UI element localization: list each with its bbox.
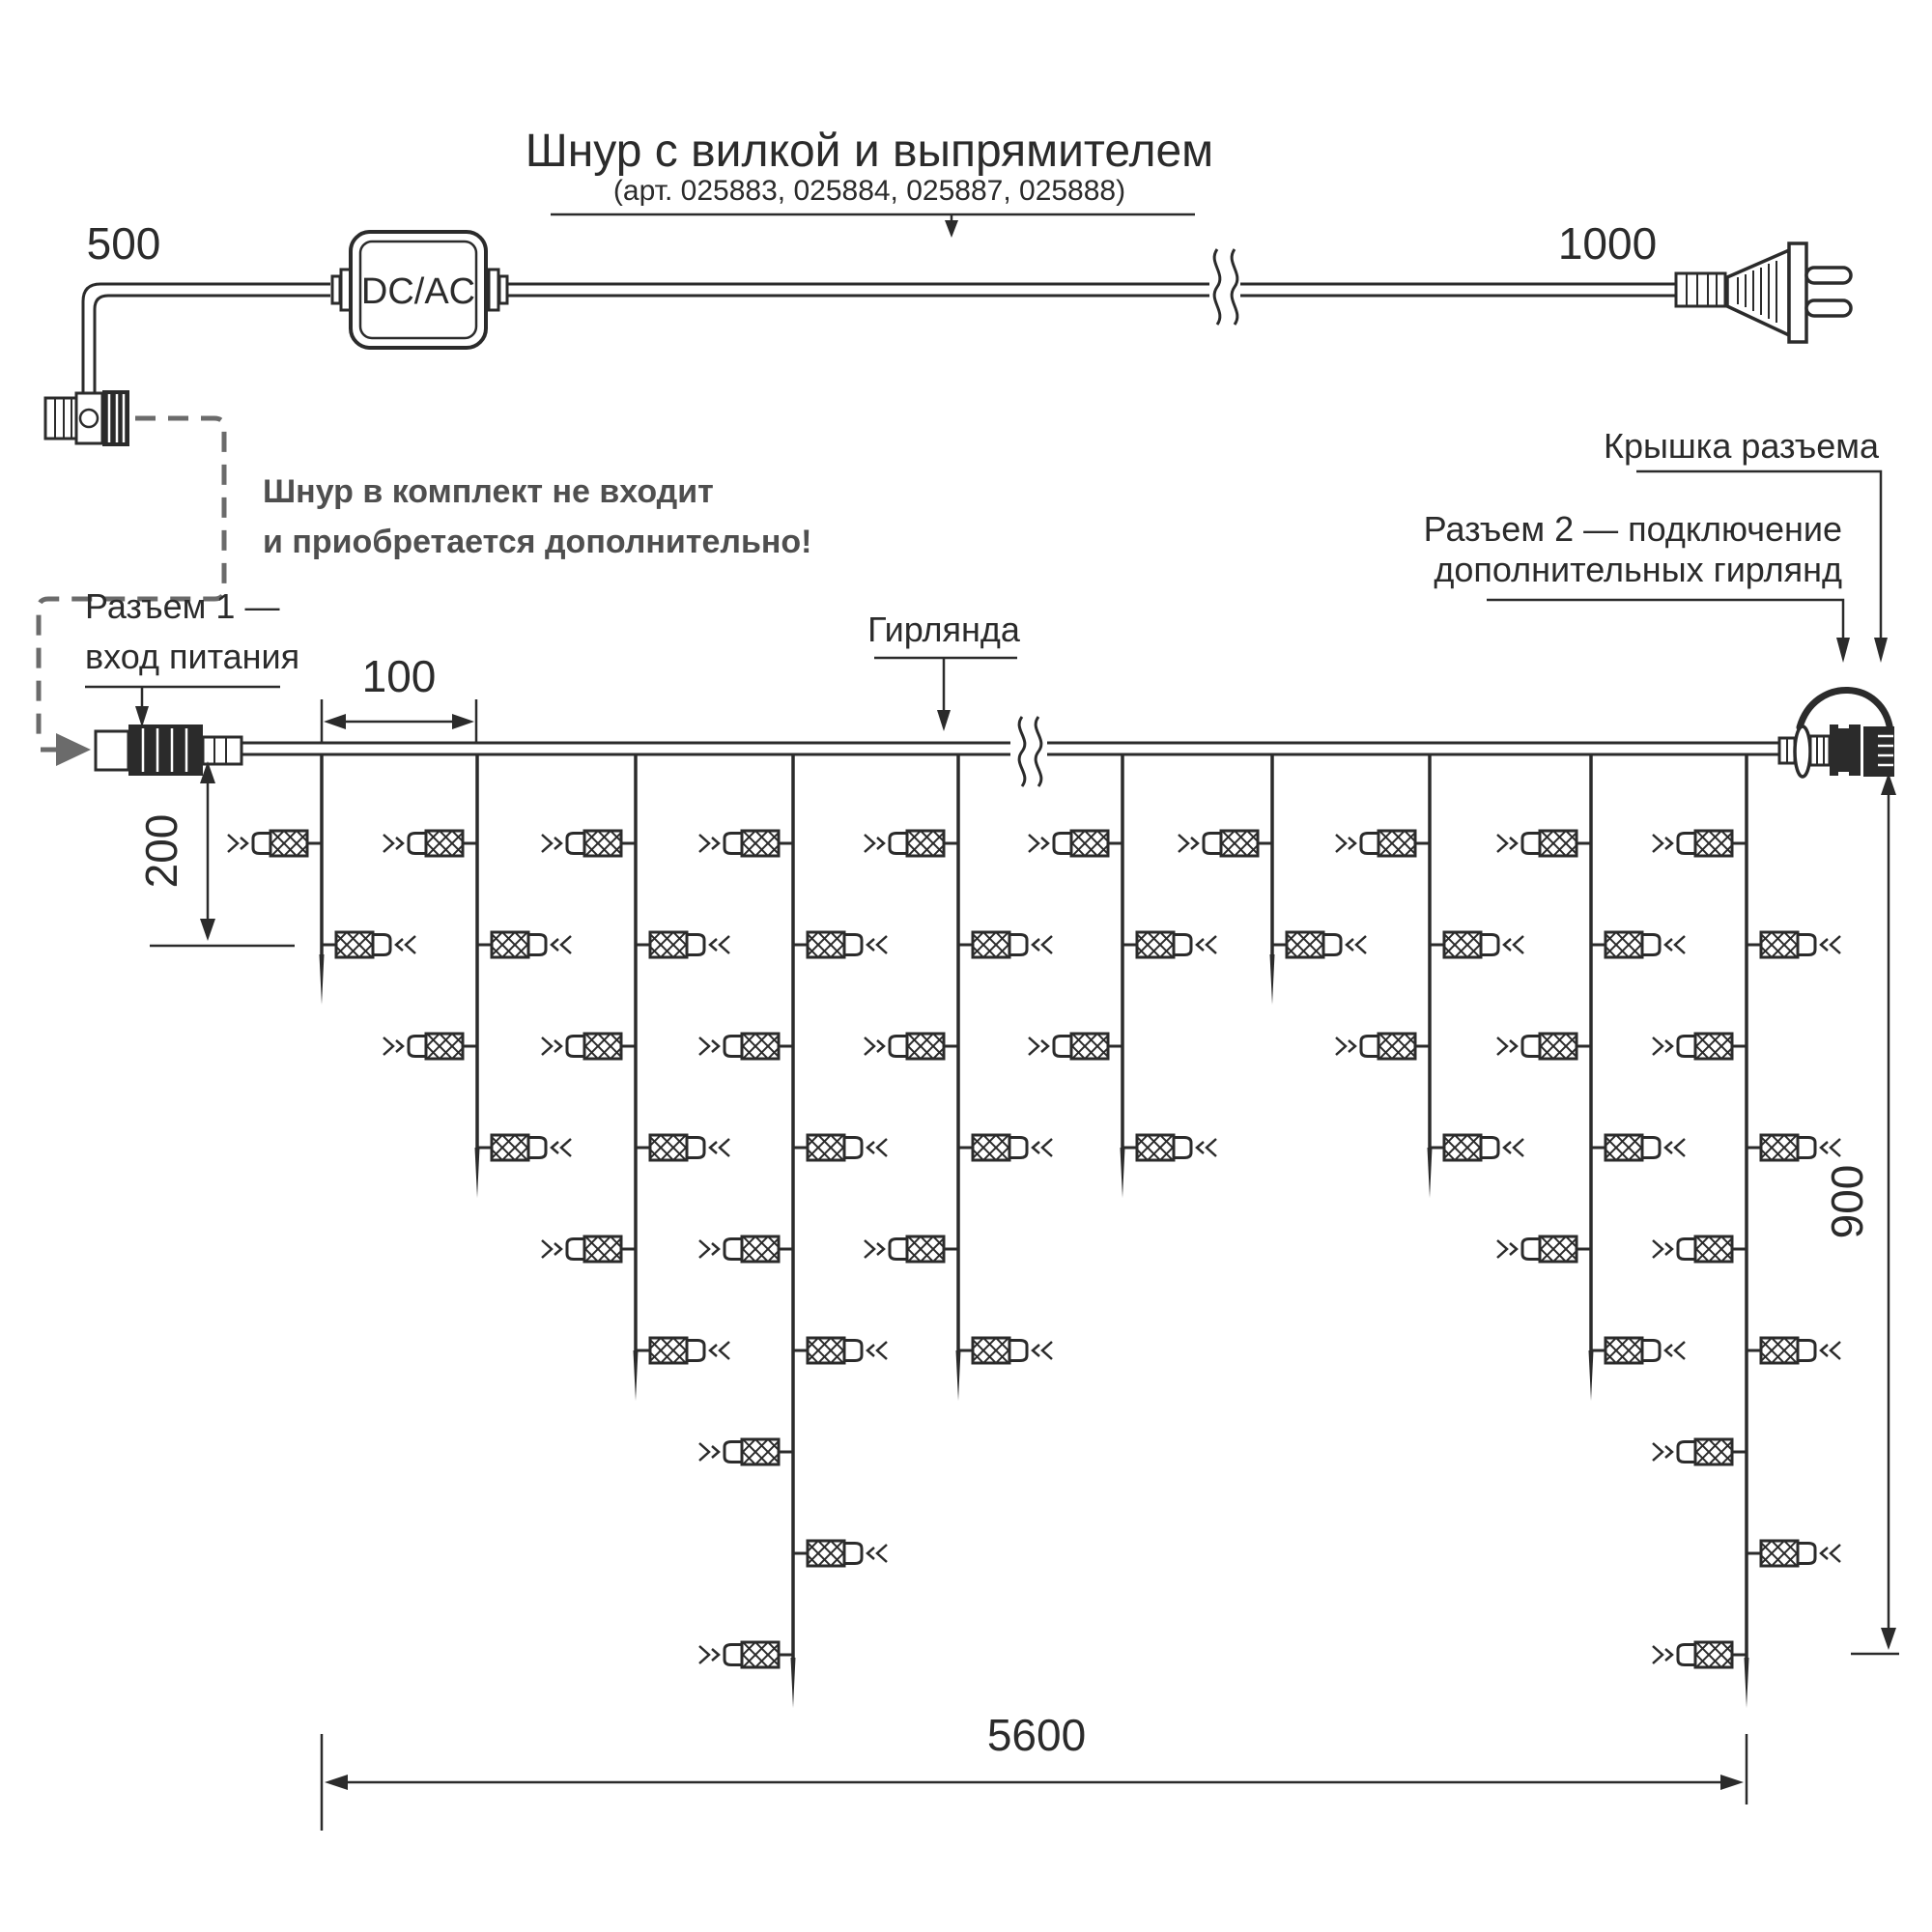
cord-break-icon xyxy=(1214,249,1237,325)
connector2-body xyxy=(1830,724,1861,776)
cord-right-segment1 xyxy=(507,284,1209,296)
drop-5 xyxy=(865,754,1052,1401)
dimension-900 xyxy=(1822,773,1899,1654)
plug-face xyxy=(1789,243,1806,342)
garland-wire xyxy=(242,717,1779,786)
title-arrow-icon xyxy=(945,220,958,238)
connector2-notch-top xyxy=(1838,722,1849,728)
connector2-arrow-icon xyxy=(1836,638,1850,663)
plug-prong-bottom xyxy=(1806,300,1851,316)
drop-tip xyxy=(634,1350,639,1401)
connector2-callout xyxy=(1424,509,1850,663)
drop-7 xyxy=(1179,754,1366,1005)
connector1-body xyxy=(128,724,203,776)
bulb-icon xyxy=(1430,1135,1523,1160)
connector1-coupler xyxy=(203,737,242,764)
bulb-icon xyxy=(1430,932,1523,957)
bulb-icon xyxy=(542,1236,636,1262)
drop-tip xyxy=(1428,1148,1433,1198)
converter-left-stub xyxy=(332,276,340,303)
drop-tip xyxy=(956,1350,961,1401)
connector2-notch-bottom xyxy=(1838,772,1849,779)
dim-100-arrow-right xyxy=(452,714,474,729)
bulb-icon xyxy=(1029,1034,1122,1059)
drop-tip xyxy=(791,1658,796,1708)
dimension-100 xyxy=(322,651,476,744)
bulb-icon xyxy=(958,1338,1052,1363)
cap-label: Крышка разъема xyxy=(1604,426,1879,466)
cap-ring xyxy=(1795,726,1810,777)
bulb-icon xyxy=(384,831,477,856)
cap-arrow-icon xyxy=(1874,638,1888,663)
bulb-icon xyxy=(542,831,636,856)
cord-left-outer-line xyxy=(83,284,330,392)
title-art-numbers: (арт. 025883, 025884, 025887, 025888) xyxy=(612,175,1126,207)
drop-tip xyxy=(320,954,325,1005)
plug-body xyxy=(1727,250,1789,335)
dim-900-arrow-down xyxy=(1881,1628,1896,1650)
title: Шнур с вилкой и выпрямителем xyxy=(525,126,1214,177)
drop-tip xyxy=(1745,1658,1749,1708)
dc-ac-converter xyxy=(332,232,507,348)
connector2-label-line2: дополнительных гирлянд xyxy=(1434,550,1842,589)
bulb-icon xyxy=(699,1642,793,1667)
dim-1000-label: 1000 xyxy=(1557,218,1658,269)
bulb-icon xyxy=(793,1541,887,1566)
garland-wire-segment1 xyxy=(242,743,1010,754)
drop-tip xyxy=(1121,1148,1125,1198)
bulb-icon xyxy=(636,1135,729,1160)
bulb-icon xyxy=(699,831,793,856)
bulb-icon xyxy=(636,1338,729,1363)
bulb-icon xyxy=(477,1135,571,1160)
bulb-icon xyxy=(477,932,571,957)
power-plug xyxy=(1676,243,1851,342)
connector2-cap xyxy=(1863,726,1894,777)
cord-note-line1: Шнур в комплект не входит xyxy=(263,473,714,510)
bulb-icon xyxy=(1591,1135,1685,1160)
garland-label: Гирлянда xyxy=(867,610,1020,649)
bulb-icon xyxy=(958,932,1052,957)
dim-200-arrow-down xyxy=(200,919,215,941)
bulb-icon xyxy=(1747,1338,1840,1363)
bulb-icon xyxy=(958,1135,1052,1160)
converter-right-stub xyxy=(499,276,507,303)
bulb-icon xyxy=(1122,932,1216,957)
bulb-icon xyxy=(1336,831,1430,856)
bulb-icon xyxy=(1336,1034,1430,1059)
drop-8 xyxy=(1336,754,1523,1198)
drop-tip xyxy=(1270,954,1275,1005)
garland-arrow-icon xyxy=(937,710,951,731)
bulb-icon xyxy=(865,1236,958,1262)
cord-left-inner-line xyxy=(95,296,330,392)
bulb-icon xyxy=(228,831,322,856)
dim-500-label: 500 xyxy=(86,218,161,269)
connector1-plug-end xyxy=(96,731,128,770)
cord-end-connector xyxy=(45,390,129,446)
drop-1 xyxy=(228,754,415,1005)
drop-4 xyxy=(699,754,887,1708)
power-cord xyxy=(45,218,1851,446)
dim-100-label: 100 xyxy=(361,651,437,701)
bulb-icon xyxy=(793,1338,887,1363)
garland-wire-segment2 xyxy=(1047,743,1779,754)
bulb-icon xyxy=(384,1034,477,1059)
bulb-icon xyxy=(699,1034,793,1059)
cord-note-line2: и приобретается дополнительно! xyxy=(263,524,812,560)
plug-prong-top xyxy=(1806,268,1851,283)
connector1-callout xyxy=(85,586,299,727)
bulb-icon xyxy=(322,932,415,957)
bulb-icon xyxy=(793,1135,887,1160)
bulb-icon xyxy=(542,1034,636,1059)
bulb-icon xyxy=(793,932,887,957)
bulb-icon xyxy=(1591,932,1685,957)
garland-callout xyxy=(867,610,1021,731)
connector1-label-line1: Разъем 1 — xyxy=(85,586,280,626)
connector1 xyxy=(96,724,242,776)
drop-2 xyxy=(384,754,571,1198)
connector2 xyxy=(1779,690,1894,779)
connector1-label-line2: вход питания xyxy=(85,637,300,676)
bulb-icon xyxy=(1653,1236,1747,1262)
dashed-path xyxy=(39,418,224,736)
drop-10 xyxy=(1653,754,1840,1708)
drop-6 xyxy=(1029,754,1216,1198)
bulb-icon xyxy=(1272,932,1366,957)
bulb-icon xyxy=(1747,1541,1840,1566)
dim-5600-label: 5600 xyxy=(986,1710,1087,1760)
bulb-icon xyxy=(1497,831,1591,856)
bulb-icon xyxy=(1497,1236,1591,1262)
bulb-icon xyxy=(1747,1135,1840,1160)
bulb-icon xyxy=(1029,831,1122,856)
icicle-drops xyxy=(228,754,1840,1708)
cord-right-segment2 xyxy=(1240,284,1676,296)
converter-right-stub2 xyxy=(489,270,498,310)
bulb-icon xyxy=(636,932,729,957)
bulb-icon xyxy=(1497,1034,1591,1059)
title-block xyxy=(526,126,1213,238)
bulb-icon xyxy=(1653,1034,1747,1059)
converter-label: DC/AC xyxy=(360,271,476,312)
drop-tip xyxy=(1589,1350,1594,1401)
dashed-arrow-icon xyxy=(56,733,91,766)
drop-tip xyxy=(475,1148,480,1198)
bulb-icon xyxy=(865,831,958,856)
bulb-icon xyxy=(1179,831,1272,856)
connector2-label-line1: Разъем 2 — подключение xyxy=(1423,509,1842,549)
bulb-icon xyxy=(699,1236,793,1262)
drop-9 xyxy=(1497,754,1685,1401)
dimension-5600 xyxy=(322,1710,1747,1831)
bulb-icon xyxy=(1653,1642,1747,1667)
bulb-icon xyxy=(1747,932,1840,957)
bulb-icon xyxy=(1122,1135,1216,1160)
bulb-icon xyxy=(1653,1439,1747,1464)
connector2-neck xyxy=(1810,736,1830,765)
dim-5600-arrow-right xyxy=(1720,1775,1744,1790)
bulb-icon xyxy=(865,1034,958,1059)
plug-coupler xyxy=(1676,273,1725,306)
bulb-icon xyxy=(699,1439,793,1464)
connector1-arrow-icon xyxy=(135,706,149,727)
connector2-underline xyxy=(1487,600,1843,639)
dim-100-arrow-left xyxy=(324,714,346,729)
garland-break-icon xyxy=(1019,717,1041,786)
dim-5600-arrow-left xyxy=(325,1775,348,1790)
bulb-icon xyxy=(1653,831,1747,856)
dim-900-label: 900 xyxy=(1822,1164,1872,1239)
bulb-icon xyxy=(1591,1338,1685,1363)
dim-200-label: 200 xyxy=(136,813,186,889)
